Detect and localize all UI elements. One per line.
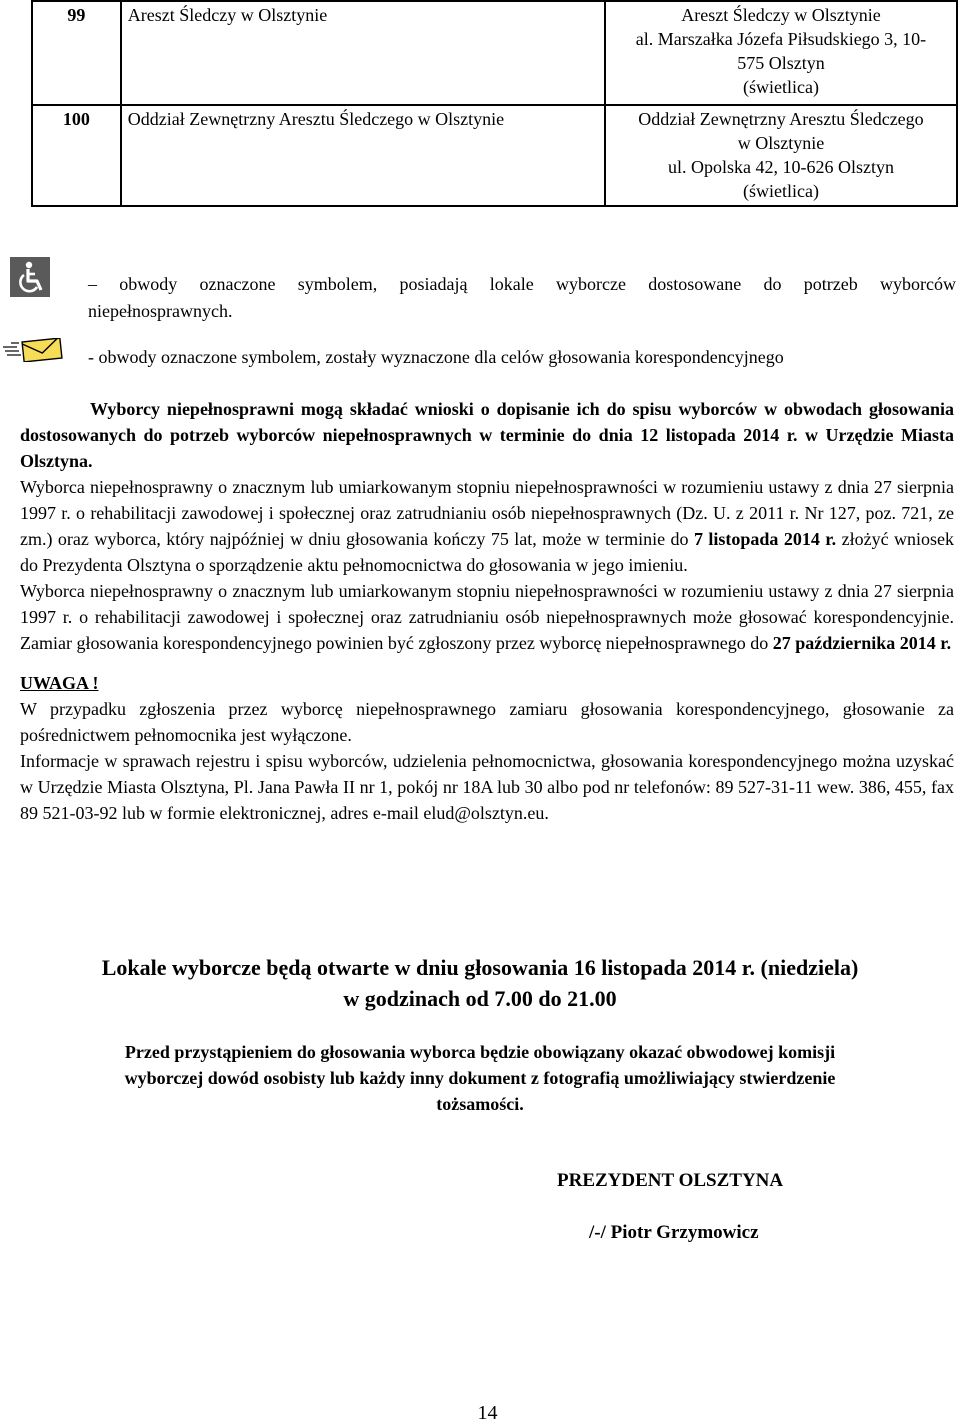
address-line: (świetlica) [742, 181, 819, 201]
station-address [605, 1, 957, 105]
warning-text: W przypadku zgłoszenia przez wyborcę niepełnosprawnego zamiaru głosowania korespondencyjnego, głosowanie za pośrednictwem pełnomocnika jest wyłączone. [20, 699, 954, 745]
table-row [32, 105, 957, 206]
address-line: 575 Olsztyn [737, 53, 825, 73]
address-line: Areszt Śledczy w Olsztynie [681, 5, 881, 25]
mail-vote-text: Wyborca niepełnosprawny o znacznym lub umiarkowanym stopniu niepełnosprawności w rozumieniu ustawy z dnia 27 sierpnia 1997 r. o rehabilitacji zawodowej i społecznej oraz zatrudnianiu osób niepełnosprawnych może głosować korespondencyjnie. Zamiar głosowania korespondencyjnego powinien być zgłoszony przez wyborcę niepełnosprawnego do [20, 581, 954, 653]
legend-mail-text: - obwody oznaczone symbolem, zostały wyznaczone dla celów głosowania korespondencyjnego [88, 347, 784, 367]
proxy-deadline: 7 listopada 2014 r. [693, 529, 837, 549]
envelope-icon [3, 338, 65, 362]
proxy-text-end: złożyć wniosek do Prezydenta Olsztyna o sporządzenie aktu pełnomocnictwa do głosowania w jego imieniu. [20, 529, 955, 575]
proxy-paragraph [20, 474, 954, 578]
legend-accessible-text: – obwody oznaczone symbolem, posiadają lokale wyborcze dostosowane do potrzeb wyborców [88, 274, 956, 294]
id-notice-line2: wyborczej dowód osobisty lub każdy inny dokument z fotografią umożliwiający stwierdzenie [124, 1068, 836, 1088]
station-name: Areszt Śledczy w Olsztynie [121, 1, 605, 105]
legend-accessible-text-cont: niepełnosprawnych. [88, 301, 233, 321]
address-line: ul. Opolska 42, 10-626 Olsztyn [667, 157, 894, 177]
warning-heading: UWAGA ! [20, 673, 99, 693]
address-line: w Olsztynie [737, 133, 825, 153]
page-number: 14 [477, 1402, 498, 1424]
main-body [20, 396, 954, 826]
id-notice-line3: tożsamości. [436, 1094, 524, 1114]
station-number: 99 [32, 1, 121, 105]
address-line: Oddział Zewnętrzny Aresztu Śledczego [638, 109, 924, 129]
id-notice-line1: Przed przystąpieniem do głosowania wyborca będzie obowiązany okazać obwodowej komisji [124, 1042, 836, 1062]
station-name: Oddział Zewnętrzny Aresztu Śledczego w Olsztynie [121, 105, 605, 206]
polling-station-table [31, 0, 958, 207]
mail-vote-paragraph [20, 578, 954, 656]
opening-hours-line1: Lokale wyborcze będą otwarte w dniu głosowania 16 listopada 2014 r. (niedziela) [101, 955, 859, 980]
mail-vote-deadline: 27 października 2014 r. [772, 633, 952, 653]
address-line: al. Marszałka Józefa Piłsudskiego 3, 10- [635, 29, 927, 49]
info-paragraph: Informacje w sprawach rejestru i spisu wyborców, udzielenia pełnomocnictwa, głosowania korespondencyjnego można uzyskać w Urzędzie Miasta Olsztyna, Pl. Jana Pawła II nr 1, pokój nr 18A lub 30 albo pod nr telefonów: 89 527-31-11 wew. 386, 455, fax 89 521-03-92 lub w formie elektronicznej, adres e-mail elud@olsztyn.eu. [20, 751, 954, 823]
opening-hours-line2: w godzinach od 7.00 do 21.00 [343, 986, 617, 1011]
wheelchair-icon [10, 257, 50, 297]
address-line: (świetlica) [742, 77, 819, 97]
signature-name: /-/ Piotr Grzymowicz [589, 1222, 759, 1243]
signature-title: PREZYDENT OLSZTYNA [557, 1170, 784, 1191]
station-address [605, 105, 957, 206]
proxy-text: Wyborca niepełnosprawny o znacznym lub umiarkowanym stopniu niepełnosprawności w rozumieniu ustawy z dnia 27 sierpnia 1997 r. o rehabilitacji zawodowej i społecznej oraz zatrudnianiu osób niepełnosprawnych (Dz. U. z 2011 r. Nr 127, poz. 721, ze zm.) oraz wyborca, który najpóźniej w dniu głosowania kończy 75 lat, może w terminie do [20, 477, 954, 549]
disabled-voters-notice: Wyborcy niepełnosprawni mogą składać wnioski o dopisanie ich do spisu wyborców w obwodach głosowania dostosowanych do potrzeb wyborców niepełnosprawnych w terminie do dnia 12 listopada 2014 r. w Urzędzie Miasta Olsztyna. [20, 399, 954, 471]
table-row [32, 1, 957, 105]
station-number: 100 [32, 105, 121, 206]
